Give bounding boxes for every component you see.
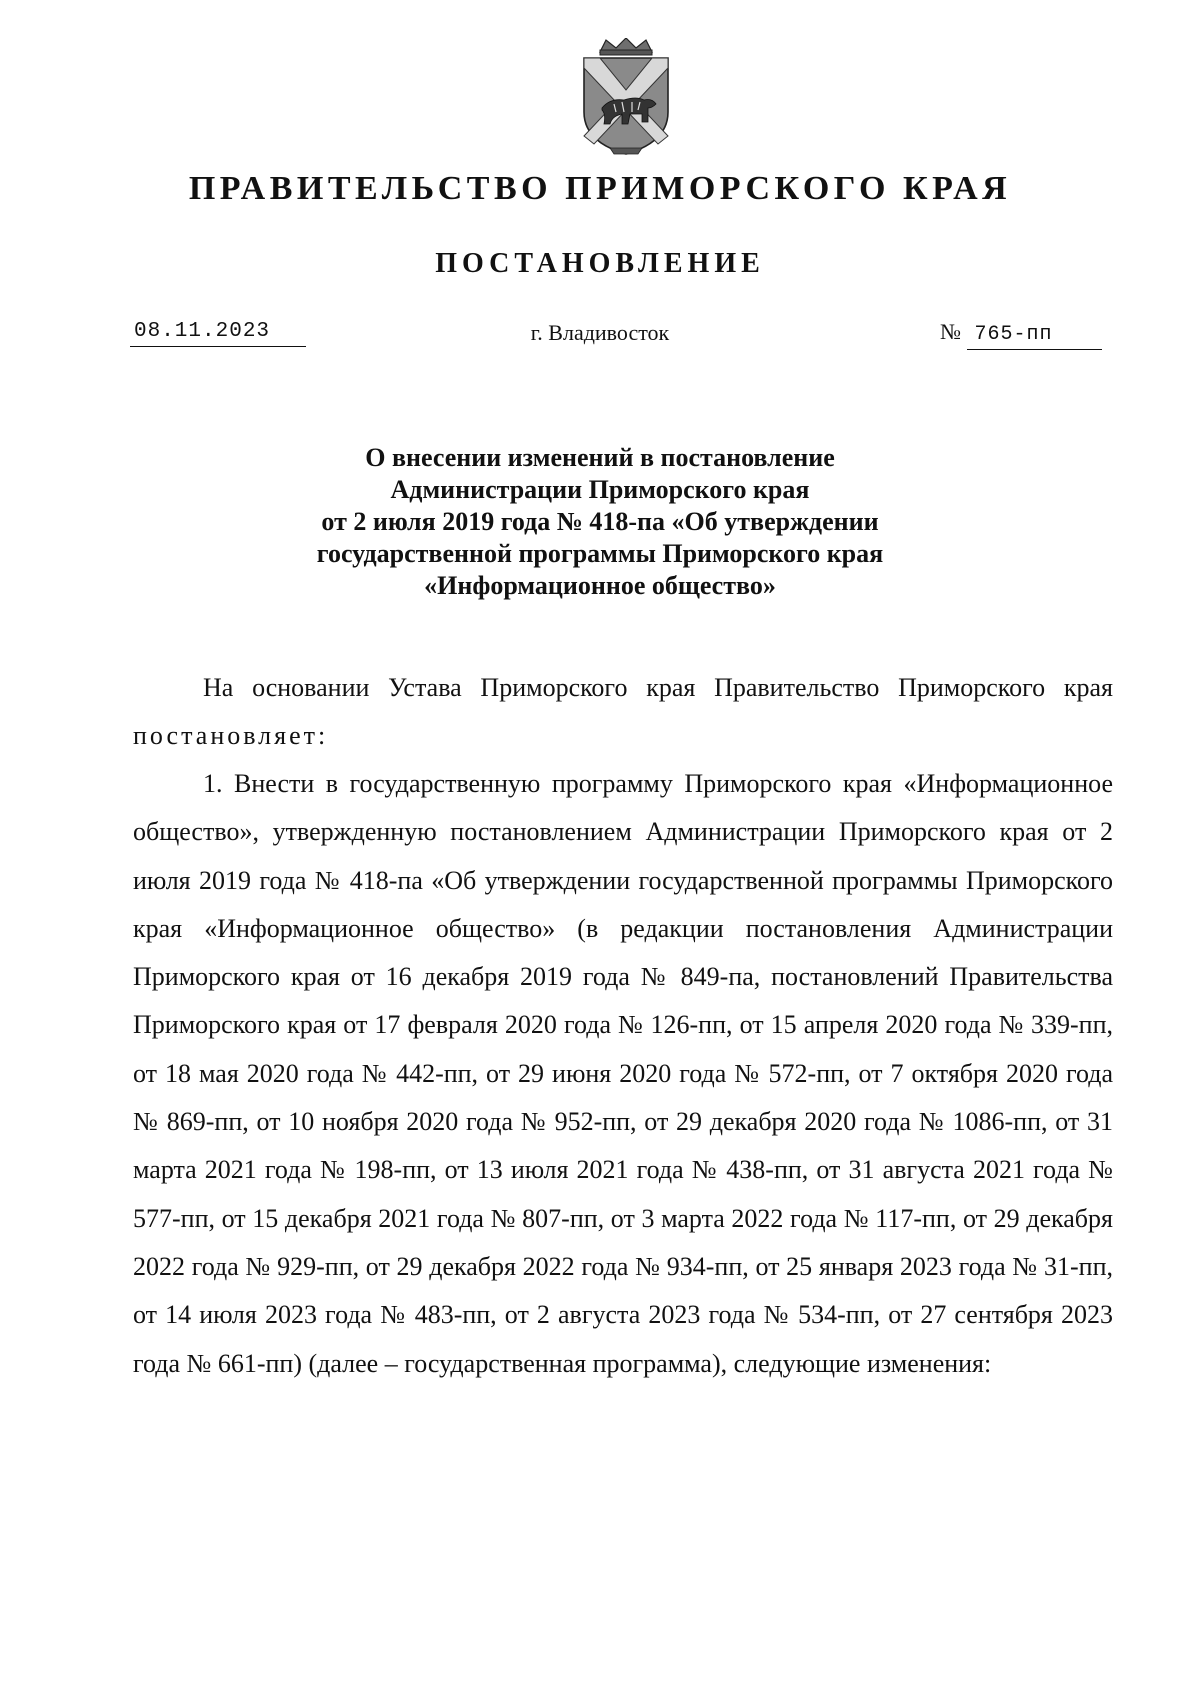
subject-line: государственной программы Приморского края xyxy=(316,539,884,568)
number-sign: № xyxy=(940,319,961,344)
document-type: ПОСТАНОВЛЕНИЕ xyxy=(435,248,765,279)
subject-line: от 2 июля 2019 года № 418-па «Об утверждении xyxy=(321,507,879,536)
subject-line: О внесении изменений в постановление xyxy=(365,443,835,472)
coat-of-arms-icon xyxy=(570,38,682,158)
document-date: 08.11.2023 xyxy=(130,320,306,347)
number-value: 765-пп xyxy=(967,323,1102,350)
document-number xyxy=(940,320,1110,350)
intro-text: На основании Устава Приморского края Правительство Приморского края xyxy=(203,673,1113,702)
intro-keyword: постановляет xyxy=(133,721,319,751)
intro-paragraph xyxy=(133,664,1113,761)
intro-end: : xyxy=(318,721,326,751)
subject-line: Администрации Приморского края xyxy=(390,475,810,504)
item-1-paragraph: 1. Внести в государственную программу Приморского края «Информационное общество», утвержденную постановлением Администрации Приморского края от 2 июля 2019 года № 418-па «Об утверждении государственной программы Приморского края «Информационное общество» (в редакции постановления Администрации Приморского края от 16 декабря 2019 года № 849-па, постановлений Правительства Приморского края от 17 февраля 2020 года № 126-пп, от 15 апреля 2020 года № 339-пп, от 18 мая 2020 года № 442-пп, от 29 июня 2020 года № 572-пп, от 7 октября 2020 года № 869-пп, от 10 ноября 2020 года № 952-пп, от 29 декабря 2020 года № 1086-пп, от 31 марта 2021 года № 198-пп, от 13 июля 2021 года № 438-пп, от 31 августа 2021 года № 577-пп, от 15 декабря 2021 года № 807-пп, от 3 марта 2022 года № 117-пп, от 29 декабря 2022 года № 929-пп, от 29 декабря 2022 года № 934-пп, от 25 января 2023 года № 31-пп, от 14 июля 2023 года № 483-пп, от 2 августа 2023 года № 534-пп, от 27 сентября 2023 года № 661-пп) (далее – государственная программа), следующие изменения: xyxy=(133,769,1113,1378)
subject-line: «Информационное общество» xyxy=(424,571,776,600)
document-subject xyxy=(0,442,1200,602)
organization-title: ПРАВИТЕЛЬСТВО ПРИМОРСКОГО КРАЯ xyxy=(188,170,1012,207)
document-city: г. Владивосток xyxy=(530,320,670,345)
